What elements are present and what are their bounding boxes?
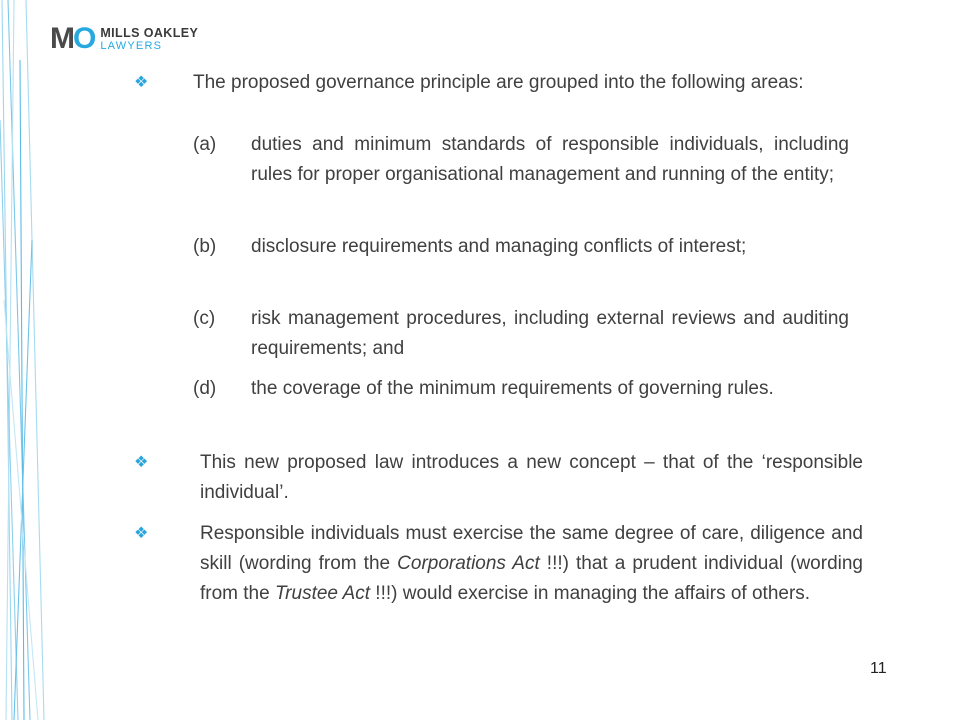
bullet-2-text: This new proposed law introduces a new concept – that of the ‘responsible individual’.: [200, 452, 863, 503]
sub-item-a: [193, 130, 849, 220]
page-number: 11: [870, 660, 887, 677]
sub-item-text: disclosure requirements and managing conflicts of interest;: [251, 236, 747, 257]
sub-item-label: (b): [193, 236, 217, 257]
bullet-3-text: Responsible individuals must exercise the same degree of care, diligence and skill (wording from the Corporations Act !!!) that a prudent individual (wording from the Trustee Act !!!) would exercise in managing the affairs of others.: [200, 523, 863, 604]
logo-mark: MO: [50, 22, 95, 55]
sub-item-text: the coverage of the minimum requirements of governing rules.: [251, 378, 774, 399]
trustee-act-reference: Trustee Act: [274, 583, 371, 604]
logo-line-2: LAWYERS: [100, 39, 163, 52]
sub-item-label: (a): [193, 134, 217, 155]
corporations-act-reference: Corporations Act: [397, 553, 540, 574]
sub-item-text: risk management procedures, including external reviews and auditing requirements; and: [251, 308, 849, 359]
company-logo: [50, 24, 198, 54]
bullet-1-text: The proposed governance principle are grouped into the following areas:: [193, 72, 804, 93]
decorative-lines: [0, 0, 60, 720]
logo-line-1: MILLS OAKLEY: [100, 25, 199, 40]
sub-item-label: (c): [193, 308, 216, 329]
sub-item-text: duties and minimum standards of responsible individuals, including rules for proper organisational management and running of the entity;: [251, 134, 849, 185]
diamond-bullet-icon: ❖: [134, 454, 149, 471]
diamond-bullet-icon: ❖: [134, 525, 149, 542]
sub-item-b: [193, 232, 849, 292]
logo-wordmark: [100, 26, 198, 53]
sub-item-label: (d): [193, 378, 217, 399]
sub-item-c: [193, 304, 849, 364]
sub-item-d: [193, 374, 849, 434]
diamond-bullet-icon: ❖: [134, 74, 149, 91]
